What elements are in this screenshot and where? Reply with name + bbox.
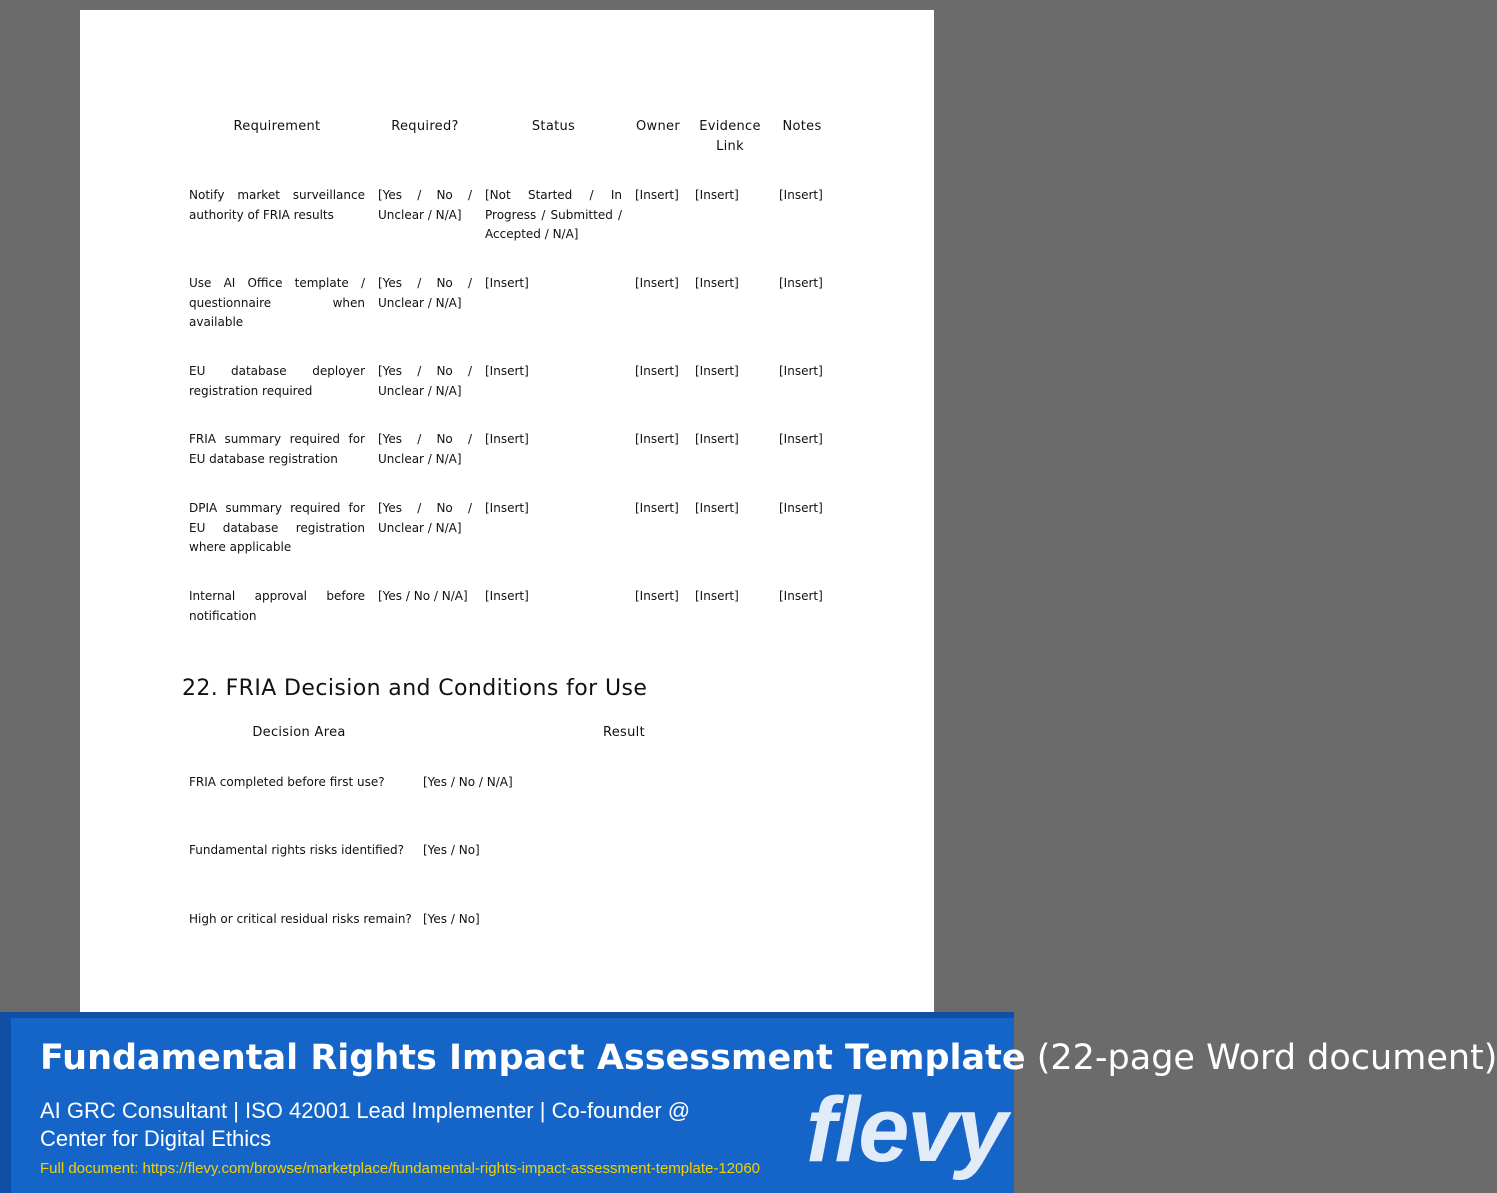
decision-cell: [Yes / No] [423,912,480,926]
table-cell: [Not Started / In Progress / Submitted / Accepted / N/A] [485,188,622,242]
table-cell: [Yes / No / N/A] [378,589,468,603]
table-cell: EU database deployer registration required [189,364,365,398]
table-cell: [Yes / No / Unclear / N/A] [378,432,472,466]
table-header-cell: Owner [636,119,680,134]
table-cell: [Insert] [635,589,679,603]
table-cell: [Insert] [635,501,679,515]
table-cell: [Yes / No / Unclear / N/A] [378,364,472,398]
decision-cell: Fundamental rights risks identified? [189,843,405,857]
table-header-cell: Evidence Link [699,119,761,154]
table-cell: [Insert] [635,188,679,202]
banner-title-bold: Fundamental Rights Impact Assessment Template [40,1038,1026,1078]
decision-cell: [Yes / No] [423,843,480,857]
table-cell: [Insert] [779,188,823,202]
banner-subtitle: AI GRC Consultant | ISO 42001 Lead Implementer | Co-founder @ Center for Digital Ethics [40,1098,691,1151]
table-cell: DPIA summary required for EU database registration where applicable [189,501,365,555]
section-22-heading: 22. FRIA Decision and Conditions for Use [182,676,648,701]
table-cell: [Insert] [695,188,739,202]
table-cell: [Insert] [779,364,823,378]
table-cell: [Insert] [485,501,529,515]
table-cell: [Yes / No / Unclear / N/A] [378,188,472,222]
document-page [80,10,934,1014]
decision-header-cell: Decision Area [252,725,346,740]
table-cell: FRIA summary required for EU database registration [189,432,365,466]
table-cell: [Insert] [779,276,823,290]
table-cell: [Insert] [485,432,529,446]
table-cell: [Yes / No / Unclear / N/A] [378,276,472,310]
table-cell: [Insert] [485,364,529,378]
table-cell: [Insert] [695,589,739,603]
decision-cell: [Yes / No / N/A] [423,775,513,789]
decision-cell: FRIA completed before first use? [189,775,385,789]
table-cell: [Insert] [635,276,679,290]
banner-title [40,1038,1497,1078]
flevy-logo: flevy [806,1079,1006,1181]
table-header-cell: Notes [782,119,822,134]
table-cell: [Insert] [779,432,823,446]
table-cell: [Insert] [779,589,823,603]
table-header-cell: Status [531,119,576,134]
decision-cell: High or critical residual risks remain? [189,912,412,926]
table-cell: [Insert] [635,364,679,378]
table-cell: [Yes / No / Unclear / N/A] [378,501,472,535]
table-cell: [Insert] [695,501,739,515]
table-cell: Use AI Office template / questionnaire when available [189,276,365,330]
full-document-link[interactable]: Full document: https://flevy.com/browse/marketplace/fundamental-rights-impact-assessment-template-12060 [40,1160,761,1177]
banner-title-rest: (22-page Word document) [1025,1038,1497,1078]
table-cell: [Insert] [695,364,739,378]
table-cell: [Insert] [695,432,739,446]
table-header-cell: Required? [391,119,459,134]
table-cell: [Insert] [695,276,739,290]
table-cell: [Insert] [779,501,823,515]
table-cell: [Insert] [485,589,529,603]
table-cell: [Insert] [635,432,679,446]
decision-header-cell: Result [603,725,645,740]
table-cell: Notify market surveillance authority of FRIA results [189,188,365,222]
table-header-cell: Requirement [233,119,321,134]
table-cell: Internal approval before notification [189,589,365,623]
table-cell: [Insert] [485,276,529,290]
